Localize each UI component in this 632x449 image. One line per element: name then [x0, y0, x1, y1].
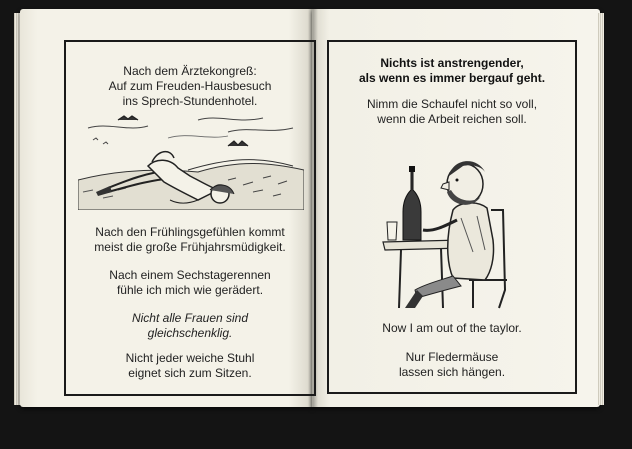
text-line: Now I am out of the taylor. [382, 321, 522, 335]
left-block-arztekongress [66, 64, 314, 109]
left-block-frauen [66, 311, 314, 341]
sleeping-man-illustration [78, 110, 304, 210]
text-line: Nach einem Sechstagerennen [109, 268, 271, 282]
text-line: Nicht alle Frauen sind [131, 311, 249, 325]
left-text-frame [64, 40, 316, 396]
text-line: eignet sich zum Sitzen. [128, 366, 252, 380]
right-headline [329, 56, 575, 86]
man-with-wine-illustration [381, 140, 521, 310]
left-block-stuhl [66, 351, 314, 381]
right-block-taylor [329, 321, 575, 336]
left-block-sechstagerennen [66, 268, 314, 298]
text-line: gleichschenklig. [147, 326, 233, 340]
text-line: Auf zum Freuden-Hausbesuch [108, 79, 272, 93]
text-line: ins Sprech-Stundenhotel. [122, 94, 258, 108]
text-line: meist die große Frühjahrsmüdigkeit. [94, 240, 286, 254]
text-line: Nichts ist anstrengender, [380, 56, 524, 70]
text-line: Nicht jeder weiche Stuhl [125, 351, 255, 365]
text-line: Nach den Frühlingsgefühlen kommt [95, 225, 285, 239]
page-edges-right [598, 13, 604, 405]
text-line: Nach dem Ärztekongreß: [123, 64, 257, 78]
text-line: Nur Fledermäuse [405, 350, 499, 364]
text-line: lassen sich hängen. [398, 365, 506, 379]
right-block-fledermaeuse [329, 350, 575, 380]
text-line: wenn die Arbeit reichen soll. [377, 112, 527, 126]
open-book [14, 9, 602, 411]
right-block-schaufel [329, 97, 575, 127]
right-text-frame [327, 40, 577, 394]
text-line: als wenn es immer bergauf geht. [358, 71, 546, 85]
left-block-fruehling [66, 225, 314, 255]
text-line: Nimm die Schaufel nicht so voll, [366, 97, 538, 111]
text-line: fühle ich mich wie gerädert. [116, 283, 264, 297]
